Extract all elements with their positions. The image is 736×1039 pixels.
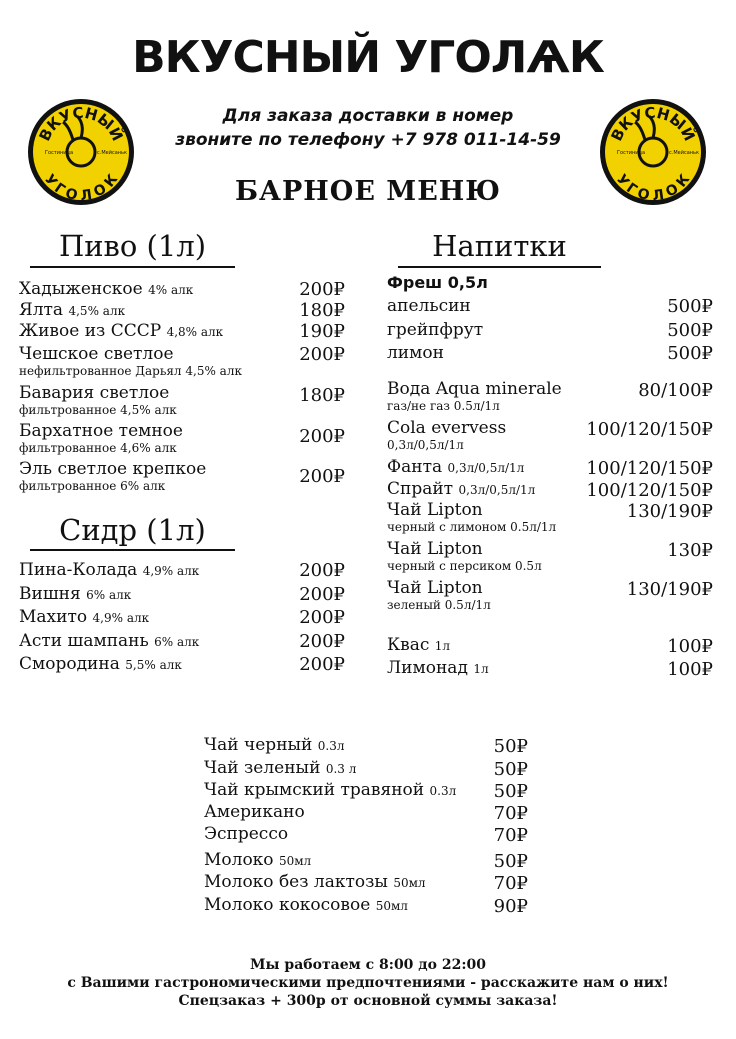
- cider-item-row: [19, 608, 149, 628]
- item-price: 190₽: [299, 321, 345, 342]
- item-name: Молоко кокосовое: [204, 895, 371, 915]
- beer-item-row: [19, 345, 174, 364]
- item-detail: 50мл: [375, 899, 408, 913]
- item-name: Чай крымский травяной: [204, 780, 425, 800]
- fresh-item-row: [387, 297, 471, 316]
- item-price: 70₽: [493, 803, 528, 824]
- fresh-item-row: [387, 344, 444, 363]
- drink-item-note: черный с лимоном 0.5л/1л: [387, 520, 557, 534]
- beer-heading: Пиво (1л): [58, 229, 207, 263]
- fresh-item-row: [387, 321, 483, 340]
- item-name: Чай Lipton: [387, 578, 483, 598]
- drink-item-row: [387, 501, 483, 520]
- item-name: Чешское светлое: [19, 344, 174, 364]
- footer-special-order: Спецзаказ + 300р от основной суммы заказа!: [178, 993, 558, 1009]
- item-price: 500₽: [667, 343, 713, 364]
- beer-item-row: [19, 422, 183, 441]
- drink-item-note: 0,3л/0,5л/1л: [387, 438, 464, 452]
- item-price: 50₽: [493, 736, 528, 757]
- beer-item-note: фильтрованное 4,5% алк: [19, 403, 177, 417]
- item-price: 50₽: [493, 851, 528, 872]
- beer-item-note: фильтрованное 6% алк: [19, 479, 166, 493]
- item-price: 130/190₽: [626, 579, 713, 600]
- drink-item-row: [387, 636, 450, 656]
- item-detail: 4% алк: [148, 283, 194, 297]
- item-price: 200₽: [299, 426, 345, 447]
- item-name: апельсин: [387, 296, 471, 316]
- drinks-heading: Напитки: [432, 229, 567, 263]
- item-price: 50₽: [493, 759, 528, 780]
- item-name: Смородина: [19, 654, 120, 674]
- drink-item-row: [387, 540, 483, 559]
- menu-title: БАРНОЕ МЕНЮ: [234, 176, 502, 207]
- contact-line-2: [0, 130, 736, 150]
- item-price: 100₽: [667, 636, 713, 657]
- beer-heading-rule: [30, 266, 235, 268]
- item-name: Чай Lipton: [387, 539, 483, 559]
- item-name: Чай Lipton: [387, 500, 483, 520]
- hot-drink-row: [204, 781, 456, 801]
- cider-heading: Сидр (1л): [59, 513, 206, 547]
- drink-item-row: [387, 458, 524, 478]
- item-name: Фанта: [387, 457, 443, 477]
- item-price: 500₽: [667, 296, 713, 317]
- item-detail: 6% алк: [86, 587, 132, 602]
- item-price: 50₽: [493, 781, 528, 802]
- item-price: 200₽: [299, 279, 345, 300]
- item-price: 70₽: [493, 873, 528, 894]
- item-price: 180₽: [299, 300, 345, 321]
- contact-line-1: Для заказа доставки в номер: [222, 106, 514, 126]
- beer-item-note: нефильтрованное Дарьял 4,5% алк: [19, 364, 242, 378]
- drink-item-note: черный с персиком 0.5л: [387, 559, 542, 573]
- item-price: 200₽: [299, 560, 345, 581]
- hot-drink-row: [204, 759, 356, 779]
- drinks-heading-rule: [398, 266, 601, 268]
- brand-title: ВКУСНЫЙ УГОЛѦК: [132, 32, 604, 83]
- item-name: Молоко: [204, 850, 274, 870]
- item-detail: 0,3л/0,5л/1л: [458, 483, 536, 497]
- fresh-heading: Фреш 0,5л: [387, 273, 488, 292]
- item-detail: 4,9% алк: [142, 564, 200, 578]
- item-price: 100/120/150₽: [586, 419, 713, 440]
- item-price: 200₽: [299, 466, 345, 487]
- logo-bottom-text: УГОЛОК: [612, 171, 694, 205]
- drink-item-row: [387, 419, 506, 438]
- item-detail: 6% алк: [154, 634, 200, 649]
- item-price: 180₽: [299, 385, 345, 406]
- item-name: Бархатное темное: [19, 421, 183, 441]
- logo-top-text: ВКУСНЫЙ: [607, 103, 699, 144]
- beer-item-row: [19, 460, 206, 479]
- beer-item-note: фильтрованное 4,6% алк: [19, 441, 177, 455]
- item-name: Ялта: [19, 300, 64, 320]
- item-detail: 0.3 л: [325, 762, 357, 776]
- item-name: Американо: [204, 802, 305, 822]
- drink-item-note: газ/не газ 0.5л/1л: [387, 399, 500, 413]
- drink-item-note: зеленый 0.5л/1л: [387, 598, 491, 612]
- hot-drink-row: [204, 873, 426, 893]
- logo-top-text: ВКУСНЫЙ: [35, 103, 127, 144]
- item-detail: 50мл: [278, 854, 312, 868]
- logo-bottom-text: УГОЛОК: [40, 171, 122, 205]
- item-name: Cola evervess: [387, 418, 507, 438]
- item-name: Вишня: [19, 583, 81, 604]
- item-detail: 50мл: [393, 876, 426, 890]
- item-detail: 5,5% алк: [125, 658, 182, 672]
- item-price: 500₽: [667, 319, 713, 341]
- beer-item-row: [19, 322, 223, 342]
- item-name: Лимонад: [387, 658, 468, 678]
- cider-item-row: [19, 632, 199, 652]
- phone-number: +7 978 011-14-59: [390, 130, 561, 150]
- item-name: Бавария светлое: [19, 383, 170, 403]
- item-name: Молоко без лактозы: [204, 872, 388, 892]
- item-name: Пина-Колада: [19, 560, 138, 580]
- cider-item-row: [19, 585, 131, 605]
- item-name: лимон: [387, 343, 444, 363]
- item-price: 70₽: [493, 825, 528, 846]
- logo-small-right: с.Мейсаньк: [97, 150, 128, 156]
- item-price: 200₽: [299, 654, 345, 675]
- item-name: Эспрессо: [204, 824, 289, 844]
- item-price: 100₽: [667, 659, 713, 680]
- item-name: Махито: [19, 607, 88, 627]
- hot-drink-row: [204, 736, 345, 756]
- item-price: 100/120/150₽: [586, 458, 713, 479]
- item-name: грейпфрут: [387, 319, 484, 340]
- item-name: Эль светлое крепкое: [19, 459, 207, 479]
- footer-preferences: с Вашими гастрономическими предпочтениями - расскажите нам о них!: [67, 975, 669, 991]
- drink-item-row: [387, 659, 489, 679]
- item-name: Хадыженское: [19, 279, 143, 299]
- item-price: 200₽: [299, 583, 345, 605]
- hot-drink-row: [204, 803, 305, 822]
- item-price: 130₽: [667, 540, 713, 561]
- item-name: Вода Aqua minerale: [387, 379, 562, 399]
- item-name: Спрайт: [387, 479, 454, 499]
- drink-item-row: [387, 480, 535, 500]
- item-price: 130/190₽: [626, 501, 713, 522]
- item-name: Асти шампань: [19, 630, 149, 651]
- item-name: Живое из СССР: [19, 321, 162, 341]
- item-detail: 0.3л: [317, 739, 345, 753]
- item-price: 200₽: [299, 344, 345, 365]
- hot-drink-row: [204, 851, 311, 871]
- item-detail: 0,3л/0,5л/1л: [447, 461, 525, 475]
- beer-item-row: [19, 280, 193, 300]
- item-detail: 0.3л: [429, 784, 457, 798]
- cider-heading-rule: [30, 549, 235, 551]
- item-detail: 1л: [434, 639, 451, 653]
- item-detail: 4,5% алк: [68, 304, 126, 318]
- contact-prefix: звоните по телефону: [175, 130, 391, 150]
- logo-small-left: Гостиница: [617, 150, 646, 156]
- item-price: 80/100₽: [638, 380, 713, 401]
- item-detail: 4,8% алк: [166, 325, 224, 339]
- hot-drink-row: [204, 825, 288, 844]
- item-price: 200₽: [299, 607, 345, 628]
- logo-small-left: Гостиница: [45, 150, 74, 156]
- cider-item-row: [19, 655, 182, 675]
- hot-drink-row: [204, 896, 408, 916]
- drink-item-row: [387, 380, 562, 399]
- drink-item-row: [387, 579, 483, 598]
- item-name: Чай зеленый: [204, 758, 321, 778]
- logo-small-right: с.Мейсаньк: [669, 150, 700, 156]
- footer-hours: Мы работаем с 8:00 до 22:00: [250, 957, 486, 973]
- item-detail: 4,9% алк: [92, 611, 150, 625]
- item-price: 90₽: [493, 896, 528, 917]
- item-detail: 1л: [473, 662, 489, 676]
- item-price: 100/120/150₽: [586, 480, 713, 501]
- cider-item-row: [19, 561, 199, 581]
- beer-item-row: [19, 301, 125, 321]
- item-price: 200₽: [299, 630, 345, 652]
- item-name: Квас: [387, 635, 430, 655]
- beer-item-row: [19, 384, 169, 403]
- item-name: Чай черный: [204, 735, 313, 755]
